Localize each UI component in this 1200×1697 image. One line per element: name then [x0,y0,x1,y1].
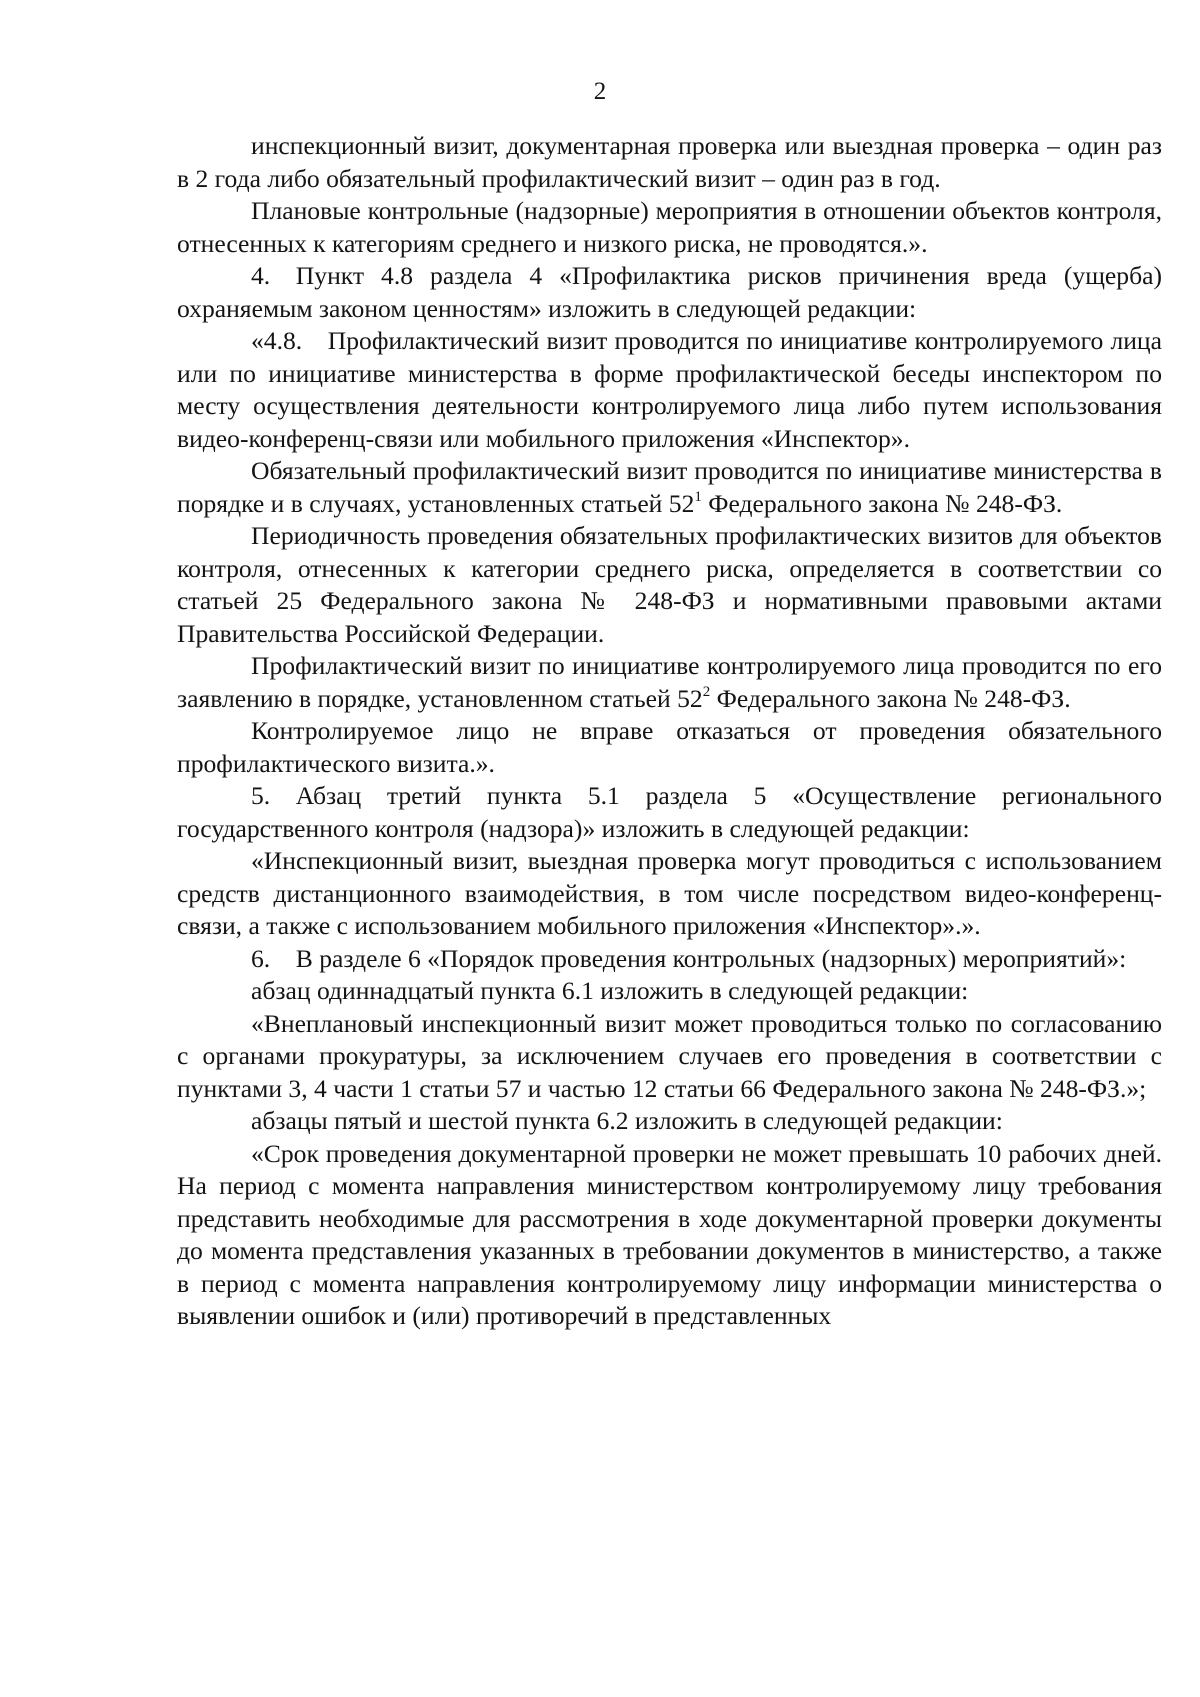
paragraph: Контролируемое лицо не вправе отказаться от проведения обязательного профилактического визита.». [177,716,1162,778]
superscript: 1 [694,488,702,505]
quoted-paragraph: «Инспекционный визит, выездная проверка могут проводиться с использованием средств дистанционного взаимодействия, в том числе посредством видео-конференц-связи, а также с использованием мобильного приложения «Инспектор».». [177,846,1162,940]
paragraph-text: Обязательный профилактический визит проводится по инициативе министерства в порядке и в случаях, установленных статьей 52 [177,456,1162,518]
numbered-paragraph: 4. Пункт 4.8 раздела 4 «Профилактика рисков причинения вреда (ущерба) охраняемым законом ценностям» изложить в следующей редакции: [177,261,1162,323]
paragraph-text: Федерального закона № 248-ФЗ. [710,683,1071,713]
page-number: 2 [593,78,607,105]
quoted-paragraph: «Внеплановый инспекционный визит может проводиться только по согласованию с органами прокуратуры, за исключением случаев его проведения в соответствии с пунктами 3, 4 части 1 статьи 57 и частью 12 статьи 66 Федерального закона № 248-ФЗ.»; [177,1008,1162,1103]
document-body [177,130,1162,1333]
paragraph-text: Федерального закона № 248-ФЗ. [701,488,1063,518]
quoted-paragraph: «Срок проведения документарной проверки не может превышать 10 рабочих дней. На период с момента направления министерством контролируемому лицу требования представить необходимые для рассмотрения в ходе документарной проверки документы до момента представления указанных в требовании документов в министерство, а также в период с момента направления контролируемому лицу информации министерства о выявлении ошибок и (или) противоречий в представленных [177,1138,1162,1330]
paragraph [177,455,1162,520]
paragraph [177,650,1162,715]
paragraph: Плановые контрольные (надзорные) мероприятия в отношении объектов контроля, отнесенных к категориям среднего и низкого риска, не проводятся.». [177,196,1162,258]
paragraph: Периодичность проведения обязательных профилактических визитов для объектов контроля, отнесенных к категории среднего риска, определяется в соответствии со статьей 25 Федерального закона № 248-ФЗ и нормативными правовыми актами Правительства Российской Федерации. [177,521,1162,648]
quoted-paragraph: «4.8. Профилактический визит проводится по инициативе контролируемого лица или по инициативе министерства в форме профилактической беседы инспектором по месту осуществления деятельности контролируемого лица либо путем использования видео-конференц-связи или мобильного приложения «Инспектор». [177,326,1162,453]
paragraph: абзацы пятый и шестой пункта 6.2 изложить в следующей редакции: [251,1106,1003,1135]
numbered-paragraph: 5. Абзац третий пункта 5.1 раздела 5 «Осуществление регионального государственного контроля (надзора)» изложить в следующей редакции: [177,781,1162,843]
numbered-paragraph: 6. В разделе 6 «Порядок проведения контрольных (надзорных) мероприятий»: [251,943,1127,973]
paragraph: инспекционный визит, документарная проверка или выездная проверка – один раз в 2 года либо обязательный профилактический визит – один раз в год. [177,131,1162,193]
paragraph: абзац одиннадцатый пункта 6.1 изложить в следующей редакции: [251,976,969,1005]
paragraph-text: Профилактический визит по инициативе контролируемого лица проводится по его заявлению в порядке, установленном статьей 52 [177,651,1162,713]
superscript: 2 [702,683,711,700]
